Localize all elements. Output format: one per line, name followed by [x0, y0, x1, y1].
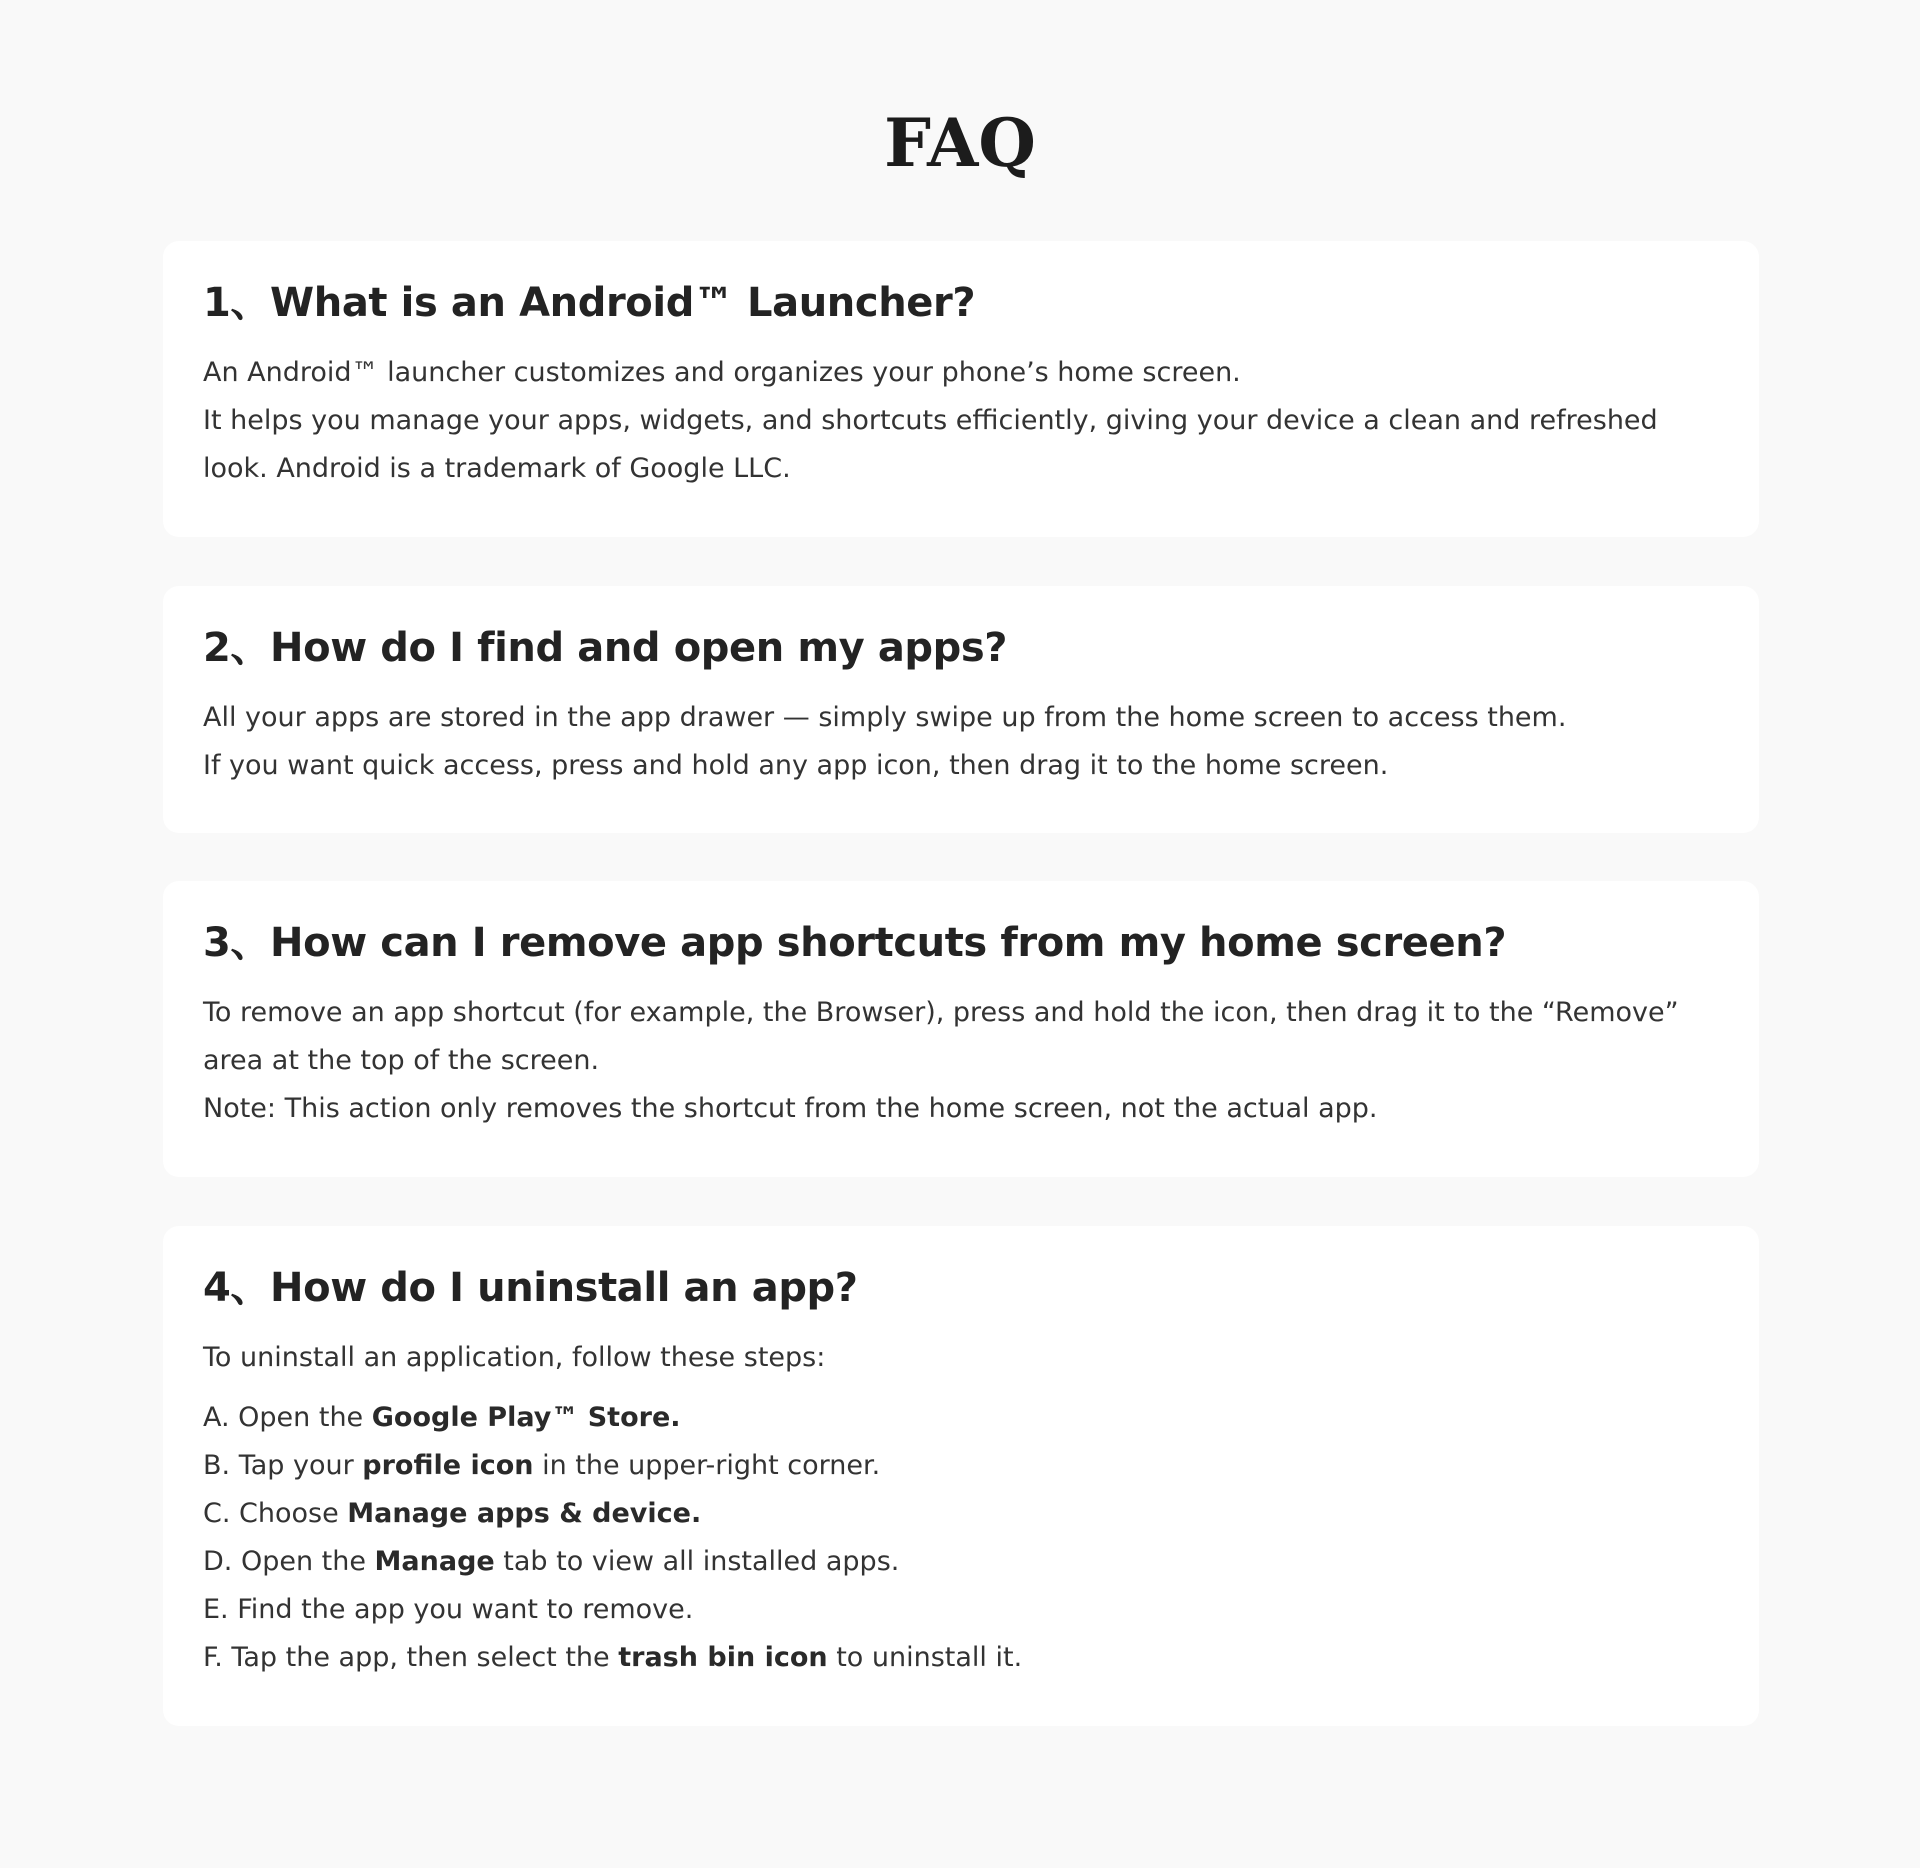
answer-line: It helps you manage your apps, widgets, and shortcuts efficiently, giving your device a clean and refreshed look. Android is a trademark of Google LLC. [203, 405, 1658, 484]
faq-card-3 [163, 881, 1759, 1177]
faq-question-2: 2、How do I find and open my apps? [203, 625, 1008, 671]
step-emphasis: Manage [374, 1546, 495, 1577]
faq-card-4 [163, 1226, 1759, 1726]
step-item [203, 1394, 1719, 1442]
step-item [203, 1442, 1719, 1490]
answer-line: If you want quick access, press and hold any app icon, then drag it to the home screen. [203, 750, 1389, 781]
faq-card-2 [163, 586, 1759, 833]
step-emphasis: profile icon [362, 1450, 534, 1481]
step-item [203, 1538, 1719, 1586]
step-emphasis: trash bin icon [618, 1642, 828, 1673]
step-text: B. Tap your [203, 1450, 363, 1481]
step-item [203, 1586, 1719, 1634]
page-title: FAQ [884, 104, 1036, 182]
step-item [203, 1634, 1719, 1682]
answer-line: An Android™ launcher customizes and organizes your phone’s home screen. [203, 357, 1241, 388]
step-text: D. Open the [203, 1546, 375, 1577]
answer-line: Note: This action only removes the shortcut from the home screen, not the actual app. [203, 1093, 1378, 1124]
step-text: E. Find the app you want to remove. [203, 1594, 694, 1625]
step-text: tab to view all installed apps. [494, 1546, 900, 1577]
step-text: F. Tap the app, then select the [203, 1642, 619, 1673]
step-emphasis: Google Play™ Store. [371, 1402, 681, 1433]
answer-line: To remove an app shortcut (for example, the Browser), press and hold the icon, then drag it to the “Remove” area at the top of the screen. [203, 997, 1679, 1076]
faq-question-1: 1、What is an Android™ Launcher? [203, 280, 976, 326]
faq-question-3: 3、How can I remove app shortcuts from my home screen? [203, 920, 1507, 966]
step-text: A. Open the [203, 1402, 372, 1433]
faq-answer-1 [203, 349, 1719, 493]
faq-answer-2 [203, 694, 1719, 790]
faq-answer-3 [203, 989, 1719, 1133]
faq-answer-4 [203, 1334, 1719, 1682]
faq-question-4: 4、How do I uninstall an app? [203, 1265, 858, 1311]
faq-card-1 [163, 241, 1759, 537]
step-text: to uninstall it. [827, 1642, 1023, 1673]
uninstall-steps-list [203, 1394, 1719, 1682]
step-text: C. Choose [203, 1498, 348, 1529]
answer-line: All your apps are stored in the app drawer — simply swipe up from the home screen to access them. [203, 702, 1567, 733]
step-item [203, 1490, 1719, 1538]
step-text: in the upper-right corner. [533, 1450, 881, 1481]
answer-intro: To uninstall an application, follow these steps: [203, 1342, 826, 1373]
step-emphasis: Manage apps & device. [347, 1498, 702, 1529]
